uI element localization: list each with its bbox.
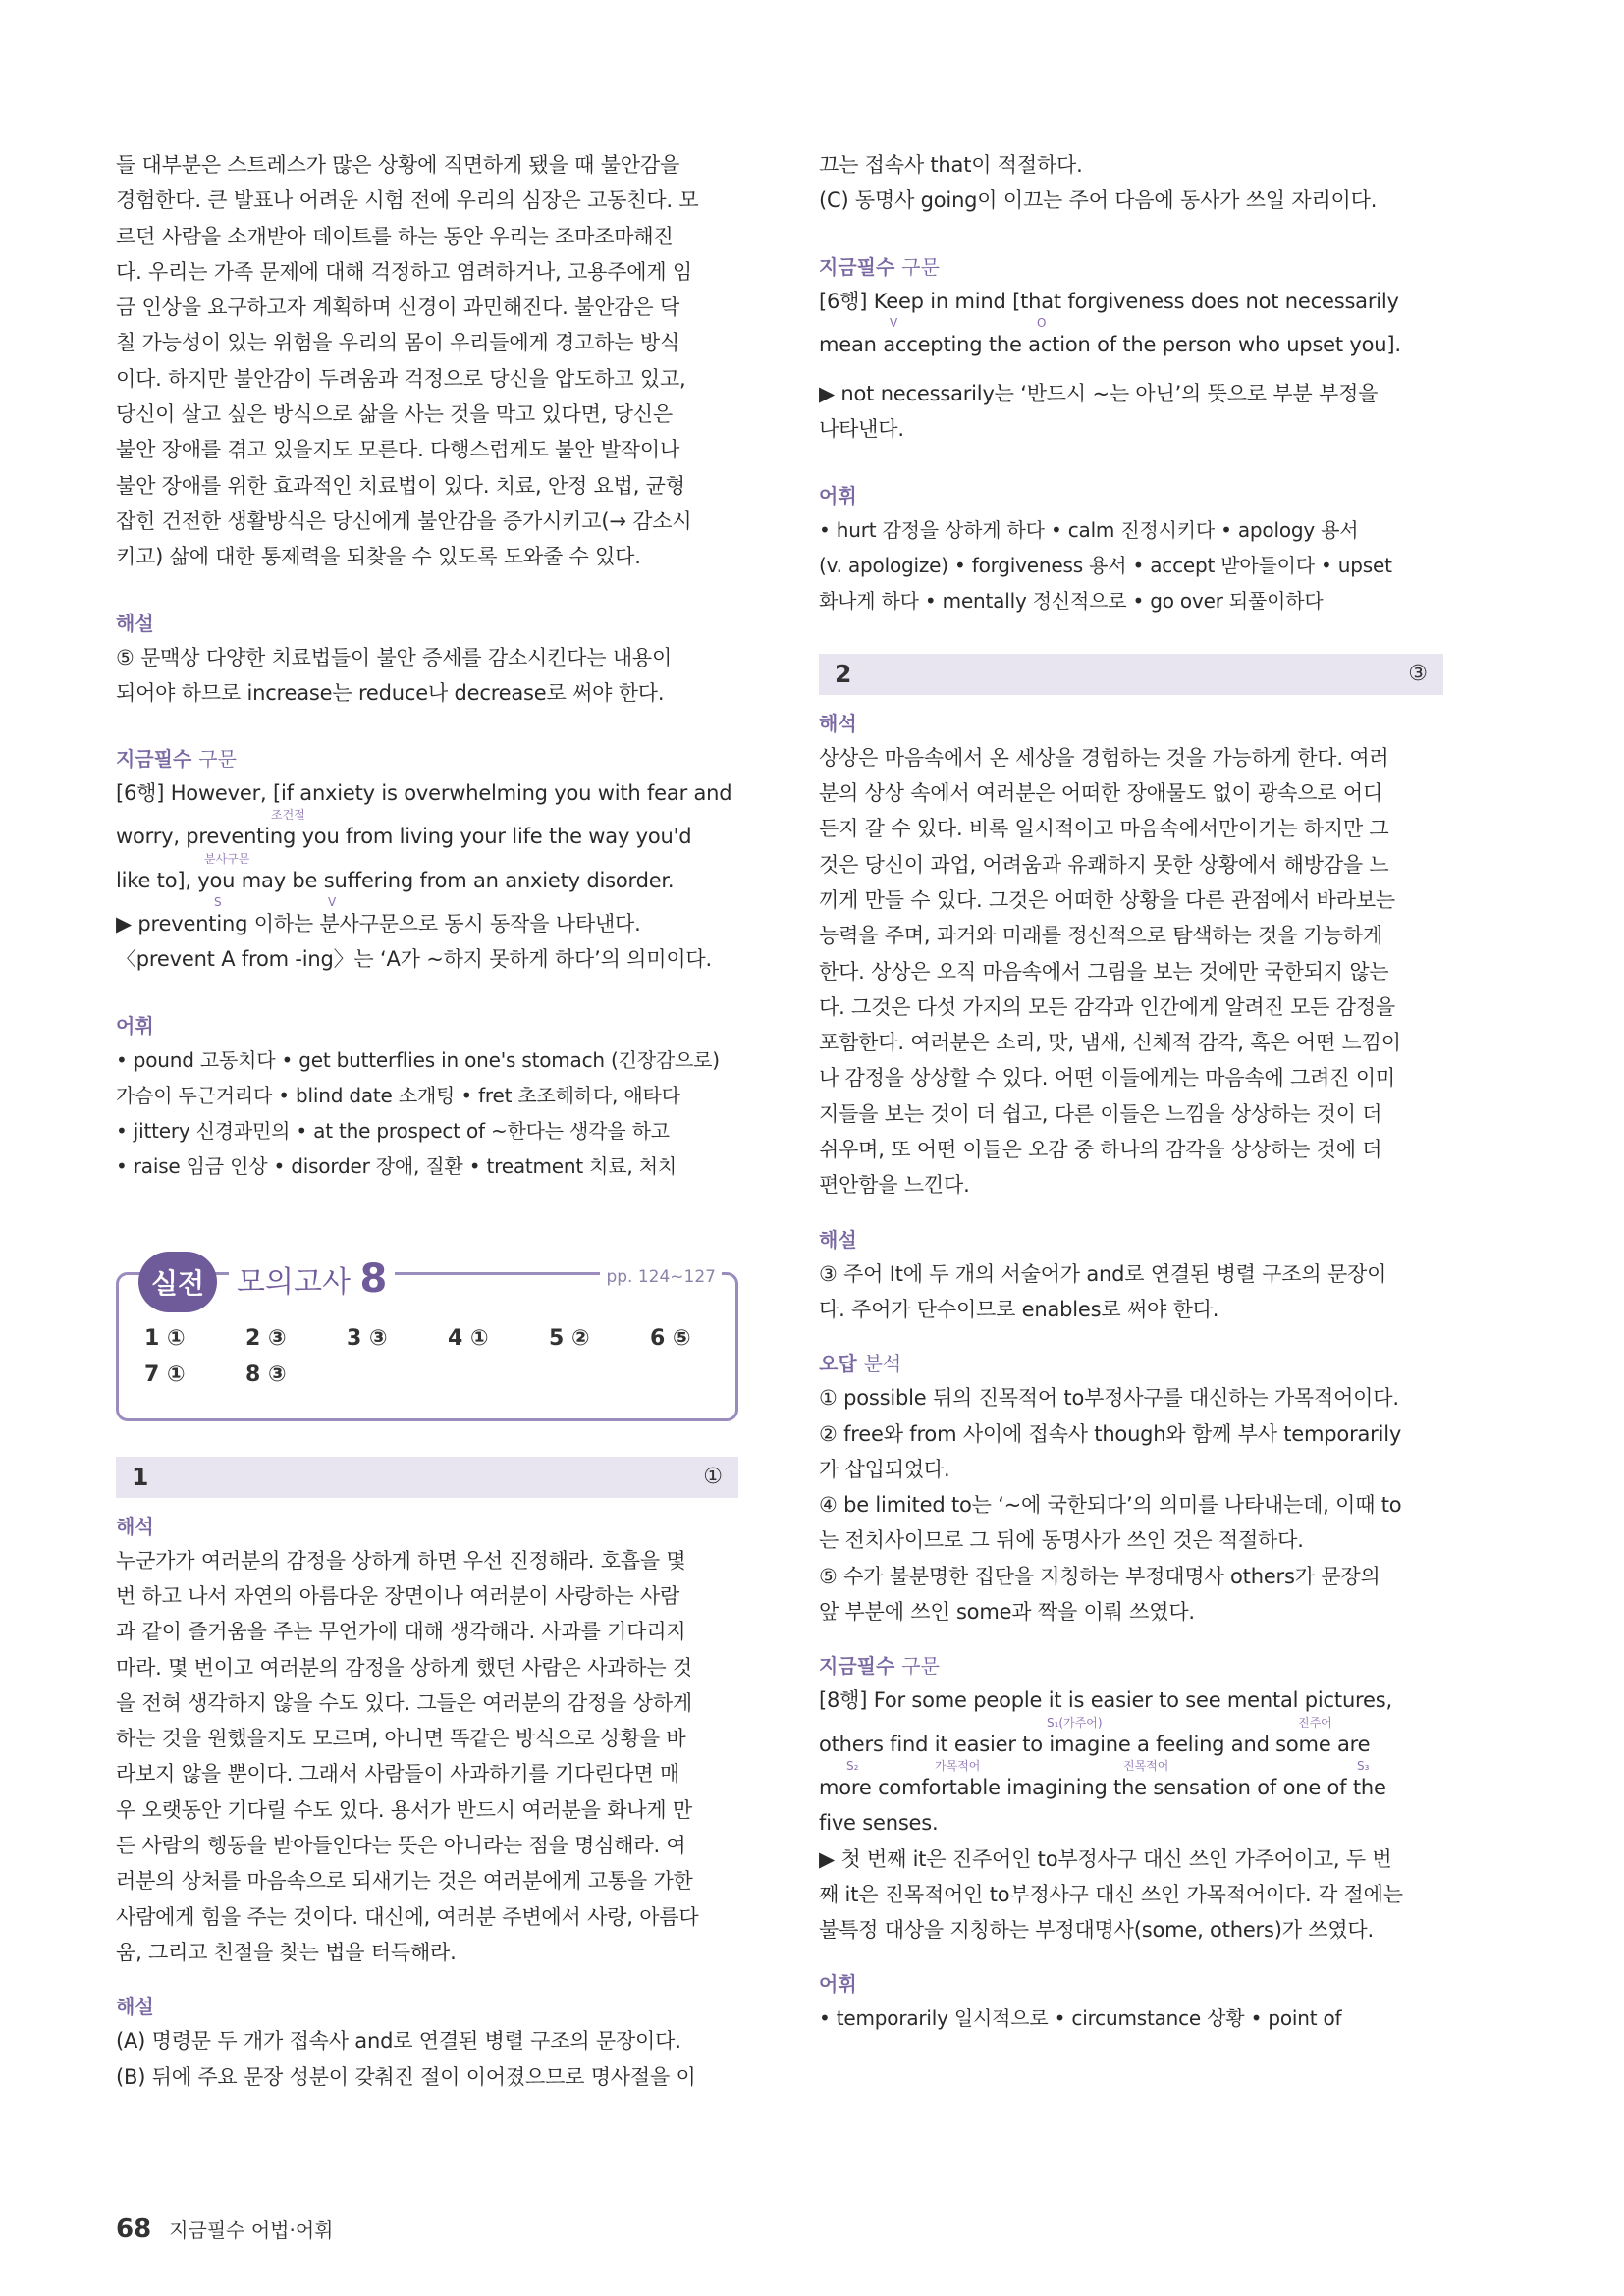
right-column xyxy=(819,147,1443,2036)
text-line: 들 대부분은 스트레스가 많은 상황에 직면하게 됐을 때 불안감을 xyxy=(116,153,680,177)
section-heading-gumun xyxy=(819,250,1443,284)
exam-number: 8 xyxy=(359,1255,388,1302)
text-line: ② free와 from 사이에 접속사 though와 함께 부사 temporarily xyxy=(819,1421,1402,1446)
text-line: 우 오랫동안 기다릴 수도 있다. 용서가 반드시 여러분을 화나게 만 xyxy=(116,1797,692,1822)
gumun-sub-label: 구문 xyxy=(901,1654,940,1679)
passage-translation-continued xyxy=(116,147,738,575)
section-heading-gumun xyxy=(819,1649,1443,1682)
text-line: 는 전치사이므로 그 뒤에 동명사가 쓰인 것은 적절하다. xyxy=(819,1528,1304,1553)
note-line: 불특정 대상을 지칭하는 부정대명사(some, others)가 쓰였다. xyxy=(819,1918,1374,1943)
annotation-verb: V xyxy=(890,315,898,330)
text-line: 다. 우리는 가족 문제에 대해 걱정하고 염려하거나, 고용주에게 임 xyxy=(116,259,692,284)
annotation-row xyxy=(819,316,1443,330)
answer-grid xyxy=(144,1326,694,1387)
vocab-line: • temporarily 일시적으로 • circumstance 상황 • point of xyxy=(819,2006,1342,2031)
sentence-line: others find it easier to imagine a feeling and some are xyxy=(819,1732,1371,1756)
annotation-row xyxy=(116,852,738,866)
text-line: (A) 명령문 두 개가 접속사 and로 연결된 병렬 구조의 문장이다. xyxy=(116,2029,681,2054)
question-bar-1 xyxy=(116,1457,738,1498)
text-line: 러분의 상처를 마음속으로 되새기는 것은 여러분에게 고통을 가한 xyxy=(116,1869,693,1894)
note-line: ▶ preventing 이하는 분사구문으로 동시 동작을 나타낸다. xyxy=(116,912,641,936)
annotation-object: O xyxy=(1037,315,1047,330)
text-line: 지들을 보는 것이 더 쉽고, 다른 이들은 느낌을 상상하는 것이 더 xyxy=(819,1101,1382,1126)
exam-title-text: 모의고사 xyxy=(237,1264,351,1300)
annotation-row xyxy=(116,895,738,909)
answer-item: 2 ③ xyxy=(245,1325,287,1351)
text-line: 칠 가능성이 있는 위험을 우리의 몸이 우리들에게 경고하는 방식 xyxy=(116,331,680,355)
sentence-line: [6행] However, [if anxiety is overwhelming you with fear and xyxy=(116,781,732,806)
annotation-row xyxy=(116,808,738,822)
annotation-dummy-subject: S₁(가주어) xyxy=(1047,1715,1103,1730)
annotation-s3: S₃ xyxy=(1357,1758,1370,1773)
sentence-line: [6행] Keep in mind [that forgiveness does not necessarily xyxy=(819,289,1399,313)
annotation-row xyxy=(819,1759,1443,1773)
section-heading-vocab: 어휘 xyxy=(819,1972,857,1997)
page-footer xyxy=(116,2215,333,2244)
text-line: 끼게 만들 수 있다. 그것은 어떠한 상황을 다른 관점에서 바라보는 xyxy=(819,887,1395,912)
section-heading-haeseol: 해설 xyxy=(116,1995,154,2019)
text-line: ① possible 뒤의 진목적어 to부정사구를 대신하는 가목적어이다. xyxy=(819,1386,1399,1411)
section-heading-haeseol: 해설 xyxy=(116,611,154,635)
text-line: 것은 당신이 과업, 어려움과 유쾌하지 못한 상황에서 해방감을 느 xyxy=(819,852,1389,877)
section-heading-translation: 해석 xyxy=(819,711,857,735)
text-line: 이다. 하지만 불안감이 두려움과 걱정으로 당신을 압도하고 있고, xyxy=(116,366,686,391)
page-number: 68 xyxy=(116,2215,152,2244)
text-line: 번 하고 나서 자연의 아름다운 장면이나 여러분이 사랑하는 사람 xyxy=(116,1583,680,1608)
text-line: 앞 부분에 쓰인 some과 짝을 이뤄 쓰였다. xyxy=(819,1600,1195,1625)
gumun-label: 지금필수 xyxy=(819,254,895,279)
note-line: ▶ not necessarily는 ‘반드시 ~는 아닌’의 뜻으로 부분 부정을 xyxy=(819,382,1379,406)
annotation-real-subject: 진주어 xyxy=(1298,1715,1332,1730)
text-line: 분의 상상 속에서 여러분은 어떠한 장애물도 없이 광속으로 어디 xyxy=(819,781,1383,806)
text-line: (C) 동명사 going이 이끄는 주어 다음에 동사가 쓰일 자리이다. xyxy=(819,188,1378,213)
text-line: 가 삽입되었다. xyxy=(819,1457,950,1481)
answer-item: 4 ① xyxy=(448,1325,489,1351)
text-line: 다. 그것은 다섯 가지의 모든 감각과 인간에게 알려진 모든 감정을 xyxy=(819,994,1395,1019)
vocab-line: • hurt 감정을 상하게 하다 • calm 진정시키다 • apology 용서 xyxy=(819,517,1359,542)
sentence-line: mean accepting the action of the person who upset you]. xyxy=(819,332,1401,356)
text-line: 끄는 접속사 that이 적절하다. xyxy=(819,153,1083,177)
text-line: 경험한다. 큰 발표나 어려운 시험 전에 우리의 심장은 고동친다. 모 xyxy=(116,188,699,213)
text-line: ⑤ 문맥상 다양한 치료법들이 불안 증세를 감소시킨다는 내용이 xyxy=(116,645,673,669)
answer-item: 3 ③ xyxy=(347,1325,388,1351)
annotation-row xyxy=(819,1716,1443,1730)
vocab-list xyxy=(819,512,1443,618)
section-heading-translation: 해석 xyxy=(116,1514,154,1538)
section-heading-haeseol: 해설 xyxy=(819,1227,857,1252)
text-line: ⑤ 수가 불분명한 집단을 지칭하는 부정대명사 others가 문장의 xyxy=(819,1564,1380,1588)
answer-item: 6 ⑤ xyxy=(650,1325,691,1351)
vocab-list xyxy=(116,1042,738,1184)
sentence-line: more comfortable imagining the sensation of one of the xyxy=(819,1775,1386,1799)
text-line: ③ 주어 It에 두 개의 서술어가 and로 연결된 병렬 구조의 문장이 xyxy=(819,1261,1387,1286)
question-bar-2 xyxy=(819,654,1443,695)
answer-item: 7 ① xyxy=(144,1362,186,1387)
text-line: 포함한다. 여러분은 소리, 맛, 냄새, 신체적 감각, 혹은 어떤 느낌이 xyxy=(819,1031,1401,1055)
text-line: ④ be limited to는 ‘~에 국한되다’의 의미를 나타내는데, 이때 to xyxy=(819,1493,1402,1518)
question-number: 1 xyxy=(132,1463,149,1492)
odap-label: 오답 xyxy=(819,1352,857,1376)
text-line: 움, 그리고 친절을 찾는 법을 터득해라. xyxy=(116,1940,457,1964)
sentence-line: five senses. xyxy=(819,1811,939,1836)
vocab-line: 화나게 하다 • mentally 정신적으로 • go over 되풀이하다 xyxy=(819,588,1324,613)
exam-badge: 실전 xyxy=(138,1252,217,1312)
gumun-label: 지금필수 xyxy=(116,747,192,772)
text-line: 과 같이 즐거움을 주는 무언가에 대해 생각해라. 사과를 기다리지 xyxy=(116,1620,686,1644)
text-line: 사람에게 힘을 주는 것이다. 대신에, 여러분 주변에서 사랑, 아름다 xyxy=(116,1904,699,1929)
annotation-subject: S xyxy=(214,895,222,910)
vocab-line: (v. apologize) • forgiveness 용서 • accept 받아들이다 • upset xyxy=(819,553,1392,577)
sentence-line: worry, preventing you from living your life the way you'd xyxy=(116,825,692,849)
text-line: 다. 주어가 단수이므로 enables로 써야 한다. xyxy=(819,1297,1219,1321)
gumun-sub-label: 구문 xyxy=(901,254,940,279)
vocab-line: • raise 임금 인상 • disorder 장애, 질환 • treatment 치료, 처치 xyxy=(116,1153,677,1178)
text-line: 당신이 살고 싶은 방식으로 삶을 사는 것을 막고 있다면, 당신은 xyxy=(116,402,673,427)
text-line: 라보지 않을 뿐이다. 그래서 사람들이 사과하기를 기다린다면 매 xyxy=(116,1762,680,1787)
section-heading-vocab: 어휘 xyxy=(116,1013,154,1038)
question-answer: ① xyxy=(703,1465,723,1490)
text-line: 나 감정을 상상할 수 있다. 어떤 이들에게는 마음속에 그려진 이미 xyxy=(819,1066,1395,1091)
text-line: 한다. 상상은 오직 마음속에서 그림을 보는 것에만 국한되지 않는 xyxy=(819,959,1389,984)
note-line: 나타낸다. xyxy=(819,417,904,442)
odap-sub-label: 분석 xyxy=(863,1352,902,1376)
text-line: 르던 사람을 소개받아 데이트를 하는 동안 우리는 조마조마해진 xyxy=(116,224,674,248)
annotation-verb: V xyxy=(328,895,337,910)
text-line: 키고) 삶에 대한 통제력을 되찾을 수 있도록 도와줄 수 있다. xyxy=(116,545,641,569)
text-line: 상상은 마음속에서 온 세상을 경험하는 것을 가능하게 한다. 여러 xyxy=(819,745,1389,770)
text-line: 마라. 몇 번이고 여러분의 감정을 상하게 했던 사람은 사과하는 것 xyxy=(116,1655,692,1680)
text-line: 불안 장애를 겪고 있을지도 모른다. 다행스럽게도 불안 발작이나 xyxy=(116,438,680,462)
annotation-real-object: 진목적어 xyxy=(1123,1758,1169,1773)
note-line: 〈prevent A from -ing〉는 ‘A가 ~하지 못하게 하다’의 의미이다. xyxy=(116,947,712,972)
answer-item: 8 ③ xyxy=(245,1362,287,1387)
annotation-conditional: 조건절 xyxy=(271,808,305,823)
left-column xyxy=(116,147,738,2095)
book-title: 지금필수 어법·어휘 xyxy=(169,2218,334,2242)
gumun-sub-label: 구문 xyxy=(198,747,237,772)
note-line: ▶ 첫 번째 it은 진주어인 to부정사구 대신 쓰인 가주어이고, 두 번 xyxy=(819,1846,1392,1871)
answer-item: 5 ② xyxy=(549,1325,590,1351)
text-line: 누군가가 여러분의 감정을 상하게 하면 우선 진정해라. 호흡을 몇 xyxy=(116,1548,686,1573)
text-line: 되어야 하므로 increase는 reduce나 decrease로 써야 한다. xyxy=(116,680,665,705)
vocab-list xyxy=(819,2001,1443,2036)
text-line: 을 전혀 생각하지 않을 수도 있다. 그들은 여러분의 감정을 상하게 xyxy=(116,1690,692,1715)
text-line: (B) 뒤에 주요 문장 성분이 갖춰진 절이 이어졌으므로 명사절을 이 xyxy=(116,2064,696,2089)
question-answer: ③ xyxy=(1408,662,1428,687)
exam-title xyxy=(229,1255,395,1303)
answer-key-box xyxy=(116,1255,738,1421)
answer-item: 1 ① xyxy=(144,1325,186,1351)
annotation-participle: 분사구문 xyxy=(204,851,250,866)
gumun-label: 지금필수 xyxy=(819,1654,895,1679)
text-line: 금 인상을 요구하고자 계획하며 신경이 과민해진다. 불안감은 닥 xyxy=(116,295,680,320)
text-line: 든 사람의 행동을 받아들인다는 뜻은 아니라는 점을 명심해라. 여 xyxy=(116,1834,686,1858)
question-number: 2 xyxy=(835,660,852,689)
text-line: 쉬우며, 또 어떤 이들은 오감 중 하나의 감각을 상상하는 것에 더 xyxy=(819,1138,1382,1162)
text-line: 불안 장애를 위한 효과적인 치료법이 있다. 치료, 안정 요법, 균형 xyxy=(116,473,685,498)
exam-pages: pp. 124~127 xyxy=(600,1267,722,1287)
text-line: 잡힌 건전한 생활방식은 당신에게 불안감을 증가시키고(→ 감소시 xyxy=(116,508,692,533)
text-line: 하는 것을 원했을지도 모르며, 아니면 똑같은 방식으로 상황을 바 xyxy=(116,1727,686,1751)
section-heading-gumun xyxy=(116,742,738,775)
text-line: 능력을 주며, 과거와 미래를 정신적으로 탐색하는 것을 가능하게 xyxy=(819,924,1383,948)
text-line: 편안함을 느낀다. xyxy=(819,1173,970,1198)
section-heading-vocab: 어휘 xyxy=(819,483,857,507)
note-line: 째 it은 진목적어인 to부정사구 대신 쓰인 가목적어이다. 각 절에는 xyxy=(819,1882,1403,1906)
vocab-line: • jittery 신경과민의 • at the prospect of ~한다는 생각을 하고 xyxy=(116,1118,670,1143)
vocab-line: 가슴이 두근거리다 • blind date 소개팅 • fret 초조해하다, 애타다 xyxy=(116,1083,680,1107)
text-line: 든지 갈 수 있다. 비록 일시적이고 마음속에서만이기는 하지만 그 xyxy=(819,817,1389,841)
sentence-line: [8행] For some people it is easier to see mental pictures, xyxy=(819,1688,1392,1713)
vocab-line: • pound 고동치다 • get butterflies in one's stomach (긴장감으로) xyxy=(116,1047,720,1072)
annotation-s2: S₂ xyxy=(846,1758,859,1773)
sentence-line: like to], you may be suffering from an anxiety disorder. xyxy=(116,868,675,892)
annotation-dummy-object: 가목적어 xyxy=(935,1758,981,1773)
section-heading-odap xyxy=(819,1347,1443,1380)
